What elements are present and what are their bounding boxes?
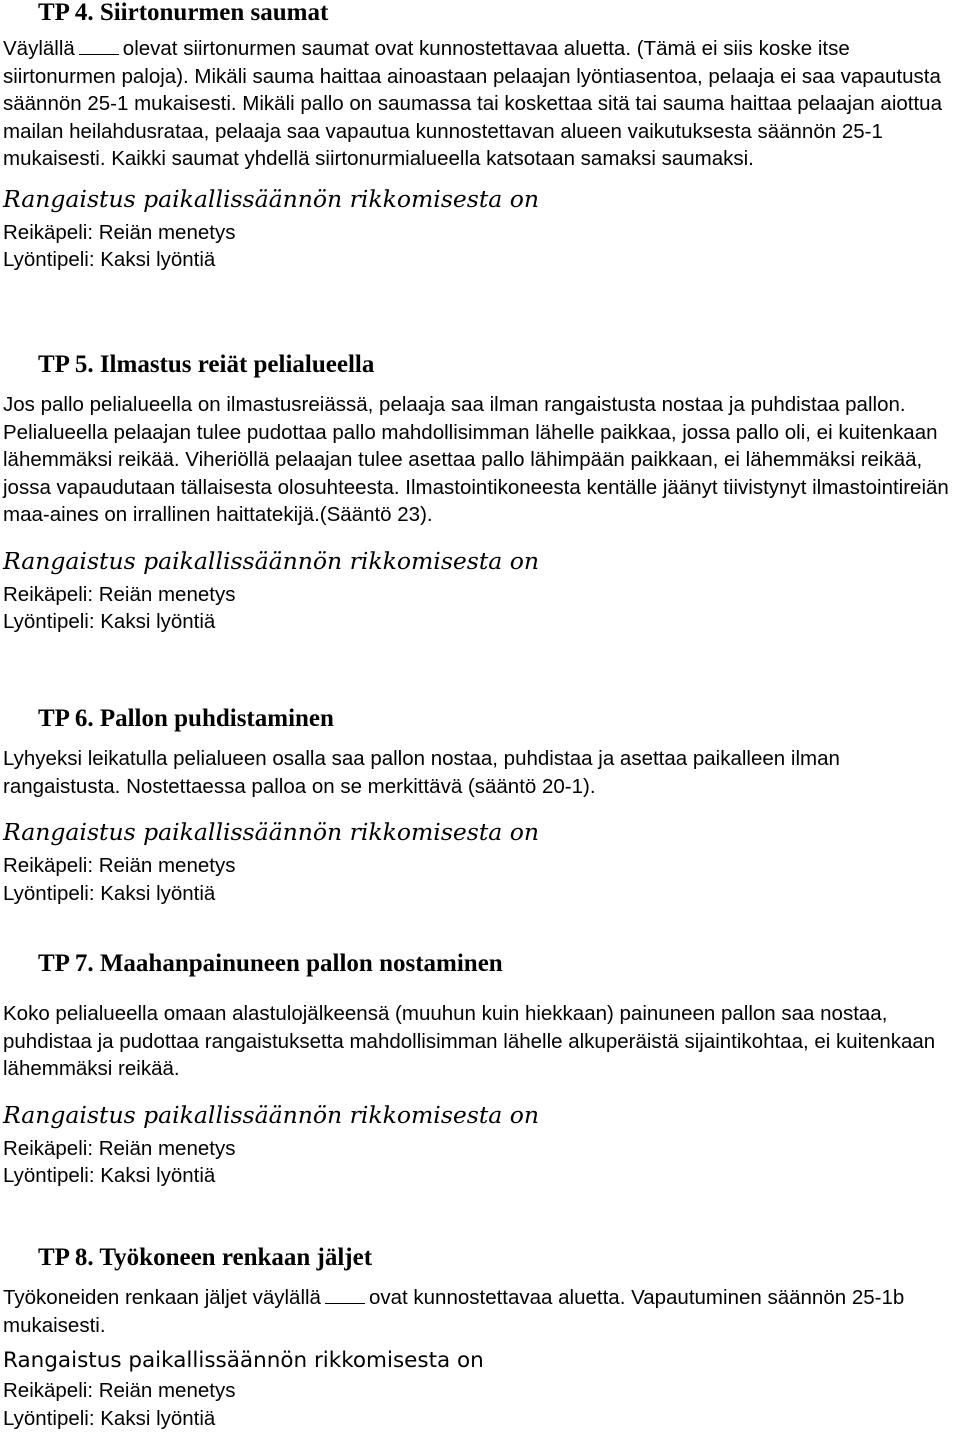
section-body (3, 35, 953, 173)
penalty-title: Rangaistus paikallissäännön rikkomisesta on (3, 1348, 484, 1373)
section-heading: TP 6. Pallon puhdistaminen (38, 705, 334, 732)
penalty-strokeplay: Lyöntipeli: Kaksi lyöntiä (3, 881, 216, 905)
section-heading: TP 4. Siirtonurmen saumat (38, 0, 329, 26)
penalty-strokeplay: Lyöntipeli: Kaksi lyöntiä (3, 610, 216, 633)
body-text-start: Työkoneiden renkaan jäljet väylällä (3, 1286, 321, 1309)
blank-line (325, 1285, 365, 1304)
penalty-strokeplay: Lyöntipeli: Kaksi lyöntiä (3, 1406, 216, 1430)
section-heading: TP 7. Maahanpainuneen pallon nostaminen (38, 950, 503, 977)
section-body (3, 1284, 953, 1339)
section-tp5 (3, 351, 953, 636)
body-text-rest: olevat siirtonurmen saumat ovat kunnostettavaa aluetta. (Tämä ei siis koske itse siirtonurmen paloja). Mikäli sauma haittaa ainoastaan pelaajan lyöntiasentoa, pelaaja ei saa vapautusta säännön 25-1 mukaisesti. Mikäli pallo on saumassa tai koskettaa sitä tai sauma haittaa pelaajan aiottua mailan heilahdusrataa, pelaaja saa vapautua kunnostettavan alueen vaikutuksesta säännön 25-1 mukaisesti. Kaikki saumat yhdellä siirtonurmialueella katsotaan samaksi saumaksi. (3, 37, 942, 170)
section-body: Lyhyeksi leikatulla pelialueen osalla saa pallon nostaa, puhdistaa ja asettaa paikalleen ilman rangaistusta. Nostettaessa palloa on se merkittävä (sääntö 20-1). (3, 747, 840, 798)
body-text-rest: ovat kunnostettavaa aluetta. Vapautuminen säännön 25-1b mukaisesti. (3, 1286, 905, 1337)
section-tp6 (3, 705, 953, 907)
penalty-matchplay: Reikäpeli: Reiän menetys (3, 1379, 236, 1402)
penalty-matchplay: Reikäpeli: Reiän menetys (3, 854, 236, 877)
penalty-title: Rangaistus paikallissäännön rikkomisesta on (3, 1100, 540, 1129)
penalty-matchplay: Reikäpeli: Reiän menetys (3, 1136, 236, 1160)
penalty-title: Rangaistus paikallissäännön rikkomisesta on (3, 546, 540, 575)
section-tp4 (3, 0, 953, 274)
section-body: Koko pelialueella omaan alastulojälkeensä (muuhun kuin hiekkaan) painuneen pallon saa nostaa, puhdistaa ja pudottaa rangaistuksetta mahdollisimman lähelle alkuperäistä sijaintikohtaa, ei kuitenkaan lähemmäksi reikää. (3, 1002, 936, 1080)
penalty-strokeplay: Lyöntipeli: Kaksi lyöntiä (3, 1164, 216, 1187)
penalty-title: Rangaistus paikallissäännön rikkomisesta on (3, 818, 540, 846)
section-tp7 (3, 950, 953, 1190)
penalty-matchplay: Reikäpeli: Reiän menetys (3, 582, 236, 606)
penalty-strokeplay: Lyöntipeli: Kaksi lyöntiä (3, 248, 216, 271)
penalty-title: Rangaistus paikallissäännön rikkomisesta on (3, 184, 540, 213)
body-text-start: Väylällä (3, 37, 75, 60)
section-tp8 (3, 1244, 953, 1432)
penalty-matchplay: Reikäpeli: Reiän menetys (3, 220, 236, 244)
blank-line (79, 36, 119, 55)
section-heading: TP 5. Ilmastus reiät pelialueella (38, 351, 375, 378)
section-body: Jos pallo pelialueella on ilmastusreiässä, pelaaja saa ilman rangaistusta nostaa ja puhdistaa pallon. Pelialueella pelaajan tulee pudottaa pallo mahdollisimman lähelle paikkaa, jossa pallo oli, ei kuitenkaan lähemmäksi reikää. Viheriöllä pelaajan tulee asettaa pallo lähimpään paikkaan, ei lähemmäksi reikää, jossa vapaudutaan tällaisesta olosuhteesta. Ilmastointikoneesta kentälle jäänyt tiivistynyt ilmastointireiän maa-aines on irrallinen haittatekijä.(Sääntö 23). (3, 393, 949, 526)
section-heading: TP 8. Työkoneen renkaan jäljet (38, 1244, 373, 1271)
